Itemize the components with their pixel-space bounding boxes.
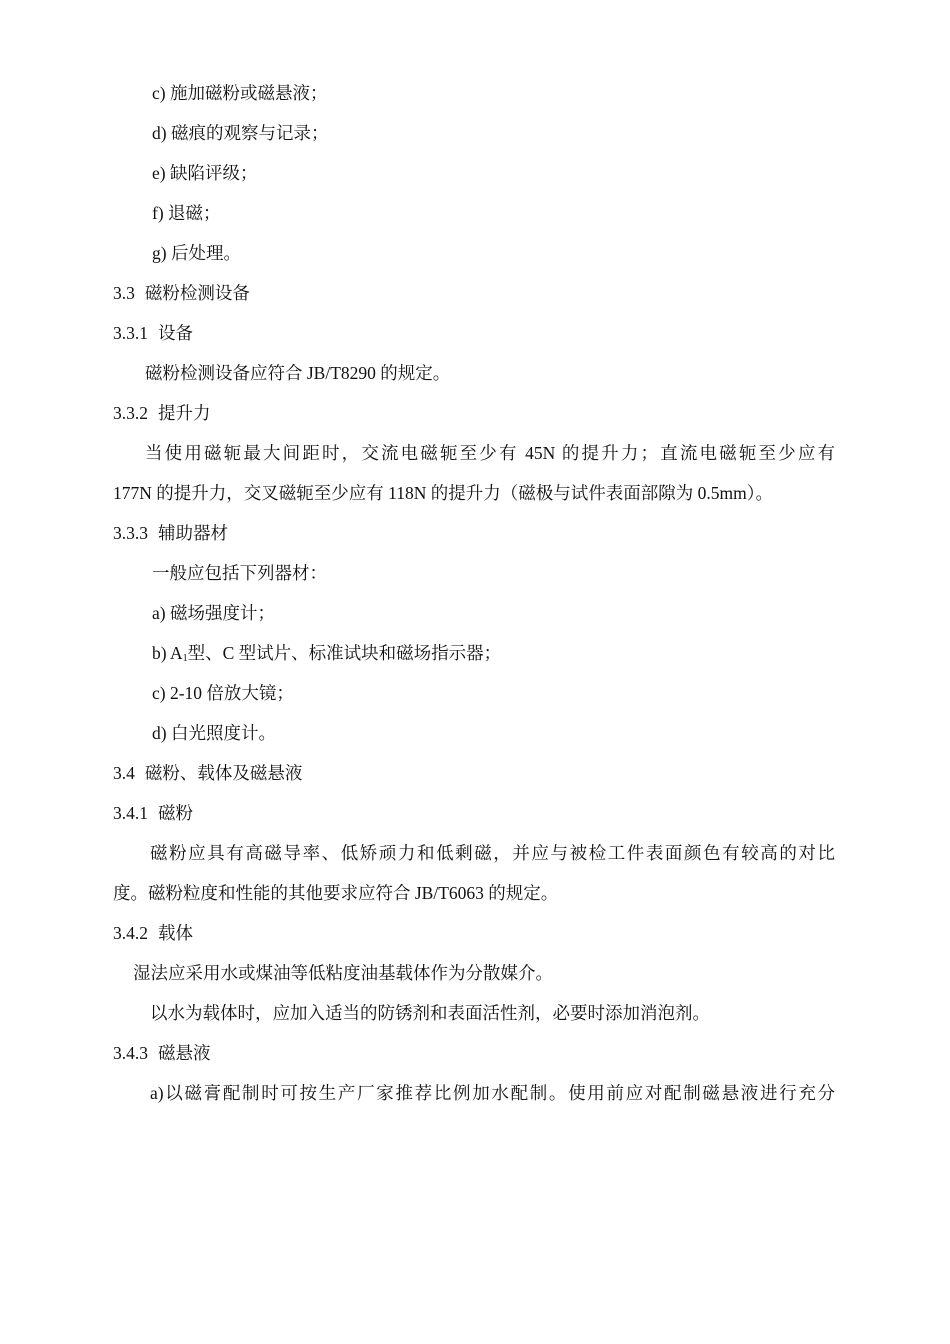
step-e: e) 缺陷评级；	[152, 163, 258, 183]
section-title: 提升力	[158, 403, 211, 423]
section-title: 磁粉	[158, 803, 193, 823]
section-title: 磁粉检测设备	[144, 283, 250, 303]
accessory-item-b	[152, 641, 501, 671]
section-title: 磁悬液	[158, 1043, 211, 1063]
section-title: 磁粉、载体及磁悬液	[144, 763, 303, 783]
step-g: g) 后处理。	[152, 243, 241, 263]
section-number: 3.4	[113, 763, 135, 783]
accessory-item-b-text: 型、C 型试片、标准试块和磁场指示器；	[187, 643, 502, 663]
heading-3-3	[113, 281, 250, 305]
paragraph-equipment: 磁粉检测设备应符合 JB/T8290 的规定。	[145, 363, 451, 383]
paragraph-accessories-intro: 一般应包括下列器材：	[152, 563, 327, 583]
section-title: 设备	[158, 323, 193, 343]
accessory-item-c: c) 2-10 倍放大镜；	[152, 683, 294, 703]
section-number: 3.3.1	[113, 323, 148, 343]
paragraph-lifting-force-line2: 177N 的提升力，交叉磁轭至少应有 118N 的提升力（磁极与试件表面部隙为 0.5mm）。	[113, 483, 773, 503]
heading-3-4-3	[113, 1041, 211, 1065]
paragraph-carrier-line2: 以水为载体时，应加入适当的防锈剂和表面活性剂，必要时添加消泡剂。	[150, 1003, 710, 1023]
section-title: 载体	[158, 923, 193, 943]
accessory-item-b-prefix: b) A	[152, 643, 183, 663]
section-number: 3.3.3	[113, 523, 148, 543]
paragraph-suspension-line1: a)以磁膏配制时可按生产厂家推荐比例加水配制。使用前应对配制磁悬液进行充分	[150, 1083, 835, 1103]
heading-3-3-2	[113, 401, 211, 425]
heading-3-4	[113, 761, 302, 785]
section-number: 3.4.2	[113, 923, 148, 943]
step-c: c) 施加磁粉或磁悬液；	[152, 83, 328, 103]
accessory-item-a: a) 磁场强度计；	[152, 603, 275, 623]
heading-3-3-1	[113, 321, 193, 345]
section-title: 辅助器材	[158, 523, 228, 543]
accessory-item-d: d) 白光照度计。	[152, 723, 276, 743]
section-number: 3.4.3	[113, 1043, 148, 1063]
step-d: d) 磁痕的观察与记录；	[152, 123, 329, 143]
paragraph-lifting-force-line1: 当使用磁轭最大间距时，交流电磁轭至少有 45N 的提升力；直流电磁轭至少应有	[145, 443, 835, 463]
heading-3-3-3	[113, 521, 228, 545]
step-f: f) 退磁；	[152, 203, 221, 223]
paragraph-powder-line2: 度。磁粉粒度和性能的其他要求应符合 JB/T6063 的规定。	[113, 883, 559, 903]
paragraph-carrier-line1: 湿法应采用水或煤油等低粘度油基载体作为分散媒介。	[133, 963, 553, 983]
section-number: 3.3.2	[113, 403, 148, 423]
paragraph-powder-line1: 磁粉应具有高磁导率、低矫顽力和低剩磁，并应与被检工件表面颜色有较高的对比	[150, 843, 835, 863]
section-number: 3.4.1	[113, 803, 148, 823]
heading-3-4-1	[113, 801, 193, 825]
heading-3-4-2	[113, 921, 193, 945]
accessory-item-b-subscript: 1	[182, 653, 188, 664]
section-number: 3.3	[113, 283, 135, 303]
